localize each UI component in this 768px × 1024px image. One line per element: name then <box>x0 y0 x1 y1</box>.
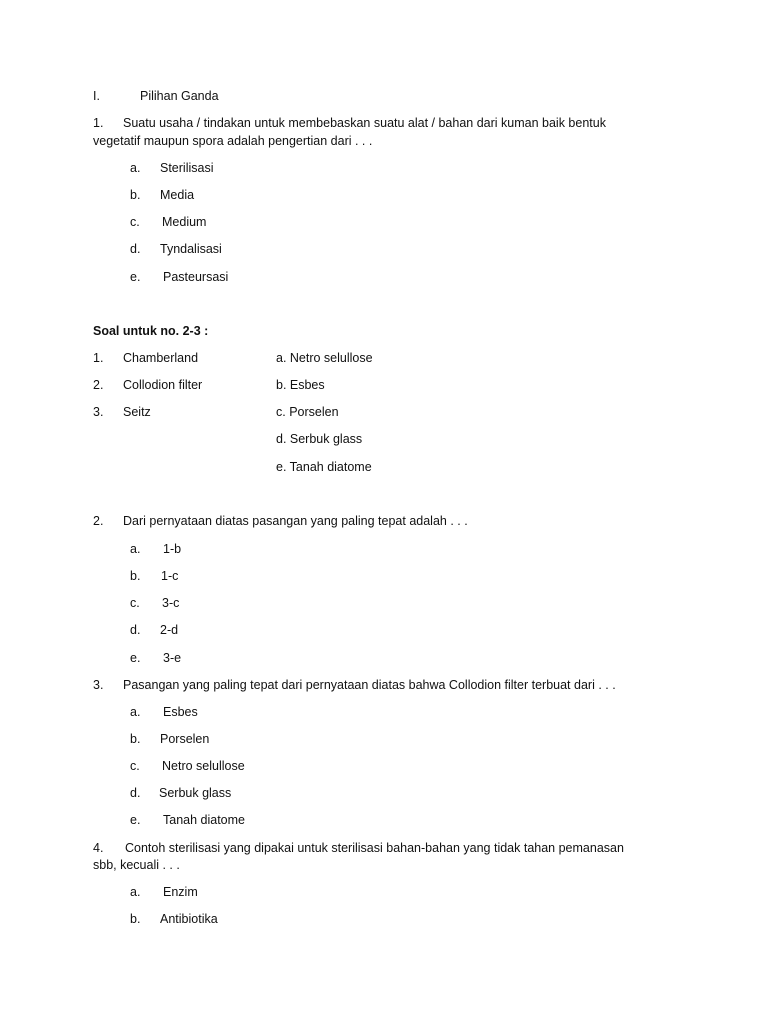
q2-text: Dari pernyataan diatas pasangan yang paling tepat adalah . . . <box>123 514 468 528</box>
q3-option-letter: c. <box>130 759 140 773</box>
q2-option-letter: a. <box>130 542 141 556</box>
q1-option-text: Tyndalisasi <box>160 242 222 256</box>
q3-option-text: Esbes <box>163 705 198 719</box>
matching-left-text: Chamberland <box>123 351 199 365</box>
q2-option-letter: d. <box>130 623 141 637</box>
q1-option-text: Media <box>160 188 195 202</box>
q1-option-text: Sterilisasi <box>160 161 214 175</box>
q4-option-text: Enzim <box>163 885 198 899</box>
matching-left-number: 3. <box>93 405 104 419</box>
q2-option-text: 3-c <box>162 596 180 610</box>
q3-text: Pasangan yang paling tepat dari pernyataan diatas bahwa Collodion filter terbuat dari . . . <box>123 678 616 692</box>
q3-option-text: Netro selullose <box>162 759 245 773</box>
q3-option-letter: e. <box>130 813 141 827</box>
q4-option-text: Antibiotika <box>160 912 218 926</box>
section-title: Pilihan Ganda <box>140 89 219 103</box>
q3-option-letter: d. <box>130 786 141 800</box>
section-numeral: I. <box>93 89 100 103</box>
q4-text-line2: sbb, kecuali . . . <box>93 858 180 872</box>
matching-left-number: 1. <box>93 351 104 365</box>
q4-number: 4. <box>93 841 104 855</box>
q3-option-letter: b. <box>130 732 141 746</box>
matching-right-item: b. Esbes <box>276 378 325 392</box>
matching-left-text: Collodion filter <box>123 378 203 392</box>
q1-option-text: Pasteursasi <box>163 270 229 284</box>
q1-text-line1: Suatu usaha / tindakan untuk membebaskan suatu alat / bahan dari kuman baik bentuk <box>123 116 606 130</box>
q2-option-letter: e. <box>130 651 141 665</box>
q2-option-text: 3-e <box>163 651 182 665</box>
q1-number: 1. <box>93 116 104 130</box>
q4-text-line1: Contoh sterilisasi yang dipakai untuk sterilisasi bahan-bahan yang tidak tahan pemanasan <box>125 841 624 855</box>
q4-option-letter: a. <box>130 885 141 899</box>
q1-option-letter: b. <box>130 188 141 202</box>
q3-option-text: Serbuk glass <box>159 786 232 800</box>
q2-option-text: 1-c <box>161 569 179 583</box>
matching-left-text: Seitz <box>123 405 151 419</box>
q3-option-text: Porselen <box>160 732 210 746</box>
q1-option-letter: c. <box>130 215 140 229</box>
matching-right-item: d. Serbuk glass <box>276 432 363 446</box>
q2-option-text: 2-d <box>160 623 179 637</box>
q3-option-text: Tanah diatome <box>163 813 246 827</box>
matching-right-item: a. Netro selullose <box>276 351 373 365</box>
matching-left-number: 2. <box>93 378 104 392</box>
q1-option-letter: e. <box>130 270 141 284</box>
q3-option-letter: a. <box>130 705 141 719</box>
q1-option-letter: a. <box>130 161 141 175</box>
q2-number: 2. <box>93 514 104 528</box>
q1-text-line2: vegetatif maupun spora adalah pengertian dari . . . <box>93 134 373 148</box>
q2-option-text: 1-b <box>163 542 182 556</box>
q1-option-letter: d. <box>130 242 141 256</box>
q3-number: 3. <box>93 678 104 692</box>
q2-option-letter: c. <box>130 596 140 610</box>
q4-option-letter: b. <box>130 912 141 926</box>
q2-option-letter: b. <box>130 569 141 583</box>
matching-right-item: c. Porselen <box>276 405 339 419</box>
q1-option-text: Medium <box>162 215 207 229</box>
matching-right-item: e. Tanah diatome <box>276 460 372 474</box>
matching-heading: Soal untuk no. 2-3 : <box>93 324 209 338</box>
